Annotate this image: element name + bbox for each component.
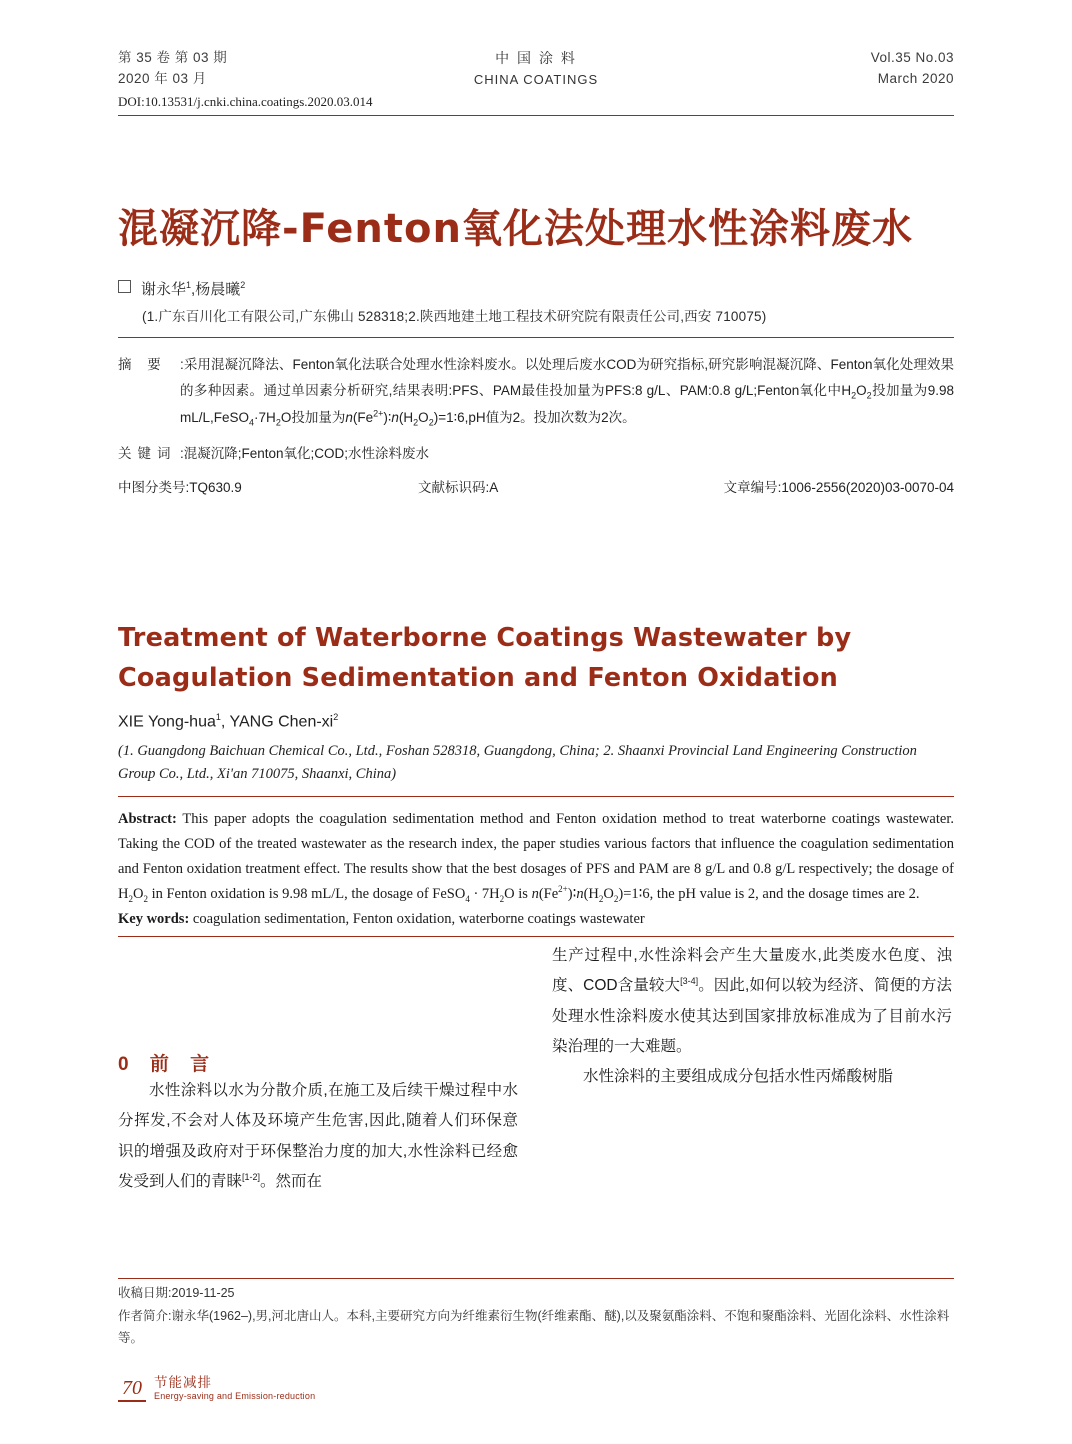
abstract-text-en: This paper adopts the coagulation sedimentation method and Fenton oxidation method to treat waterborne coatings wastewater. Taking the COD of the treated wastewater as the research index, the paper studies various factors that influence the coagulation sedimentation and Fenton oxidation treatment effect. The results show that the best dosages of PFS and PAM are 8 g/L and 0.8 g/L respectively; the dosage of $H_2O_2$ in Fenton oxidation is 9.98 mL/L, the dosage of FeSO$_4$ · $7H_2O$ is $n(Fe^{2+})∶n(H_2O_2)=1∶6$, the pH value is 2, and the dosage times are 2. [118, 810, 954, 904]
abstract-divider-en [118, 796, 954, 797]
body-columns [118, 941, 954, 1197]
affiliation-cn: (1.广东百川化工有限公司,广东佛山 528318;2.陕西地建土地工程技术研究院有限责任公司,西安 710075) [142, 308, 767, 324]
abstract-text-cn: :采用混凝沉降法、Fenton氧化法联合处理水性涂料废水。以处理后废水COD为研究指标,研究影响混凝沉降、Fenton氧化处理效果的多种因素。通过单因素分析研究,结果表明:PFS、PAM最佳投加量为PFS:8 g/L、PAM:0.8 g/L;Fenton氧化中$H_2O_2$投加量为9.98 $mL/L,FeSO_4\cdot 7H_2O$投加量为$n(Fe^{2+})∶n(H_2O_2)=1∶6,pH$值为2。投加次数为2次。 [180, 356, 954, 429]
running-head-right [655, 48, 954, 90]
doi-text: DOI:10.13531/j.cnki.china.coatings.2020.03.014 [118, 93, 373, 109]
page-title-en: Treatment of Waterborne Coatings Wastewater by Coagulation Sedimentation and Fenton Oxidation [118, 623, 852, 693]
authors-cn [118, 278, 954, 299]
page-footer [118, 1375, 315, 1402]
journal-name-en: CHINA COATINGS [473, 71, 599, 87]
body-column-left [118, 941, 518, 1197]
running-head-center [417, 48, 656, 90]
volume-issue: 第 35 卷 第 03 期 [118, 50, 228, 65]
running-head-left [118, 48, 417, 90]
abstract-label-cn: 摘 要 [118, 356, 167, 372]
keywords-en [118, 911, 954, 928]
body-paragraph-left: 水性涂料以水为分散介质,在施工及后续干燥过程中水分挥发,不会对人体及环境产生危害,因此,随着人们环保意识的增强及政府对于环保整治力度的加大,水性涂料已经愈发受到人们的青睐[1-2]。然而在 [118, 1082, 518, 1190]
authors-en: XIE Yong-hua$^1$, YANG Chen-$xi^2$ [118, 712, 339, 731]
abstract-cn [118, 352, 954, 501]
abstract-label-en: Abstract: [118, 810, 177, 827]
abstract-divider-cn [118, 337, 954, 338]
received-date: 收稿日期:2019-11-25 [118, 1286, 235, 1300]
footnotes [118, 1282, 954, 1350]
section-heading: 0 前 言 [118, 1054, 218, 1076]
issue-date-en: March 2020 [877, 70, 955, 86]
footer-label-en: Energy-saving and Emission-reduction [154, 1391, 316, 1402]
abstract-divider-en-bottom [118, 936, 954, 937]
keywords-text-en: coagulation sedimentation, Fenton oxidation, waterborne coatings wastewater [192, 911, 645, 928]
abstract-en [118, 807, 954, 907]
keywords-label-cn: 关键词 [118, 445, 177, 461]
header-divider [118, 115, 954, 116]
keywords-text-cn: :混凝沉降;Fenton氧化;COD;水性涂料废水 [180, 445, 430, 461]
authors-cn-text: 谢永华$^1$,杨晨曦$^2$ [141, 279, 246, 298]
issue-date-cn: 2020 年 03 月 [118, 70, 207, 86]
keywords-label-en: Key words: [118, 911, 190, 928]
volume-issue-en: Vol.35 No.03 [870, 50, 955, 65]
affiliation-en: (1. Guangdong Baichuan Chemical Co., Ltd., Foshan 528318, Guangdong, China; 2. Shaanxi Provincial Land Engineering Construction Group Co., Ltd., Xi'an 710075, Shaanxi, China) [118, 742, 917, 782]
body-column-right [552, 941, 952, 1197]
page-title-cn: 混凝沉降-Fenton氧化法处理水性涂料废水 [118, 205, 913, 252]
journal-name-cn: 中 国 涂 料 [495, 50, 577, 66]
footer-label-cn: 节能减排 [154, 1375, 212, 1391]
body-paragraph-right-2: 水性涂料的主要组成成分包括水性丙烯酸树脂 [583, 1068, 894, 1086]
clc-row: 中图分类号:TQ630.9 [118, 479, 242, 495]
author-bio: 作者简介:谢永华(1962–),男,河北唐山人。本科,主要研究方向为纤维素衍生物(纤维素酯、醚),以及聚氨酯涂料、不饱和聚酯涂料、光固化涂料、水性涂料等。 [118, 1308, 950, 1345]
article-id-row: 文章编号:1006-2556(2020)03-0070-04 [723, 479, 954, 495]
page-number: 70 [118, 1377, 146, 1402]
footnote-divider [118, 1278, 954, 1279]
running-head [118, 48, 954, 90]
doc-code-row: 文献标识码:A [418, 479, 499, 495]
body-paragraph-right-1: 生产过程中,水性涂料会产生大量废水,此类废水色度、浊度、COD含量较大[3-4]。因此,如何以较为经济、简便的方法处理水性涂料废水使其达到国家排放标准成为了目前水污染治理的一大难题。 [552, 947, 952, 1055]
square-bullet-icon [118, 280, 131, 293]
